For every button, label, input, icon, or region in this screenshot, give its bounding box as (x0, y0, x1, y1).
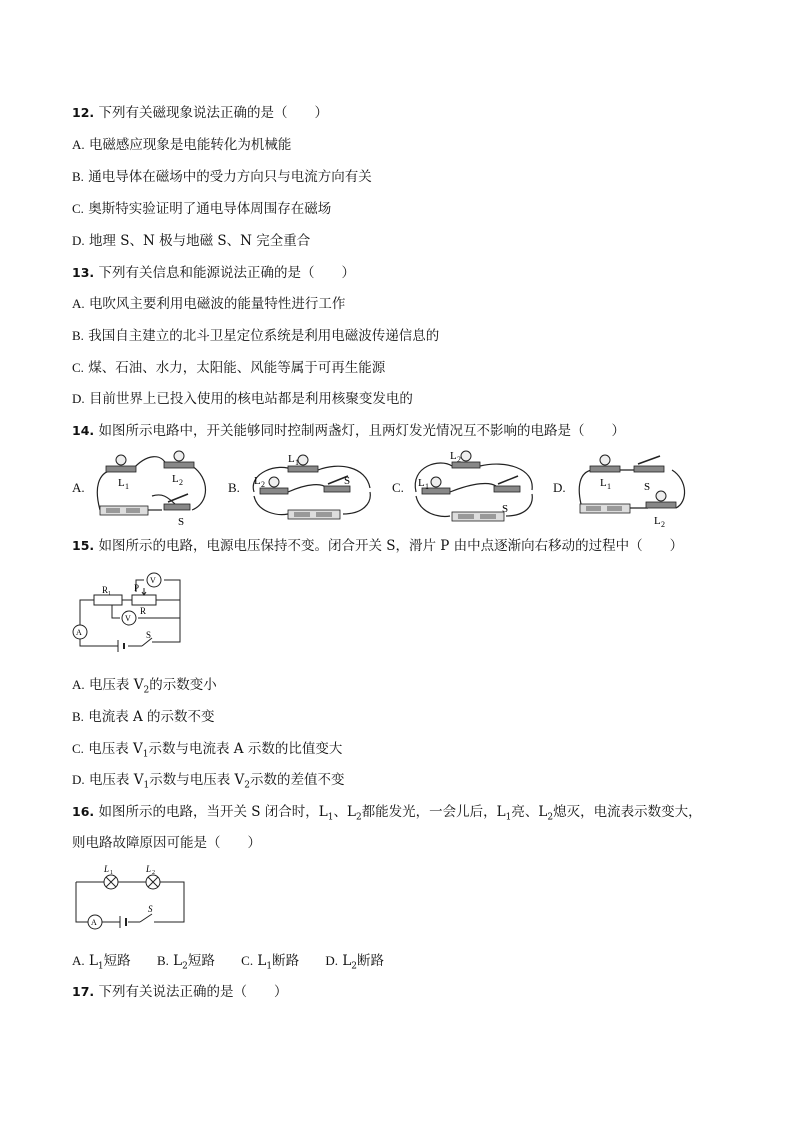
question-12-stem (72, 104, 328, 122)
option-text: 煤、石油、水力，太阳能、风能等属于可再生能源 (88, 360, 386, 376)
question-text: 下列有关说法正确的是（ ） (98, 984, 288, 1000)
option-letter: A. (72, 137, 85, 152)
option-text: 示数的差值不变 (250, 772, 345, 788)
label-l: L (172, 473, 179, 485)
subscript: 1 (327, 812, 334, 823)
option-d (72, 232, 310, 250)
label-sub: 1 (110, 870, 113, 876)
option-text: 断路 (357, 953, 385, 969)
label-v: V (150, 576, 156, 585)
subscript: 1 (142, 749, 149, 760)
option-letter: B. (72, 709, 84, 724)
circuit-figure-b (248, 448, 378, 528)
option-text: 奥斯特实验证明了通电导体周围存在磁场 (88, 201, 332, 217)
label-sub: 2 (261, 480, 265, 489)
option-text: L (257, 953, 267, 969)
option-b (72, 168, 372, 186)
option-c (72, 740, 342, 764)
option-text: 示数与电流表 A 示数的比值变大 (148, 741, 343, 757)
question-16-stem-cont (72, 834, 261, 852)
option-letter: C. (72, 741, 84, 756)
subscript: 2 (182, 961, 188, 972)
figure-a-letter: A. (72, 480, 85, 495)
option-c (241, 953, 300, 972)
option-text: 电吹风主要利用电磁波的能量特性进行工作 (88, 296, 346, 312)
label-sub: 1 (607, 482, 611, 491)
circuit-q16 (72, 862, 188, 940)
option-c (72, 200, 331, 218)
question-15-stem (72, 537, 683, 555)
label-l: L (146, 864, 152, 874)
subscript: 1 (505, 812, 512, 823)
circuit-figure-d (572, 446, 692, 530)
option-letter: A. (72, 953, 85, 968)
option-b (72, 708, 215, 726)
label-sub: 2 (152, 870, 155, 876)
question-text: 下列有关磁现象说法正确的是（ ） (98, 105, 328, 121)
label-r1: R (102, 585, 109, 595)
label-s: S (148, 904, 153, 914)
figure-c-letter: C. (392, 480, 404, 495)
option-letter: B. (72, 328, 84, 343)
label-s: S (644, 481, 651, 493)
label-p: P (134, 583, 140, 593)
option-letter: B. (72, 169, 84, 184)
question-number: 13. (72, 265, 95, 280)
option-text: 短路 (103, 953, 131, 969)
option-b (156, 953, 215, 972)
option-a (72, 136, 291, 154)
question-text: 熄灭，电流表示数变大， (553, 804, 702, 820)
question-text: 都能发光，一会儿后，L (361, 804, 506, 820)
option-text: 示数与电压表 V (149, 772, 245, 788)
label-v: V (125, 614, 131, 623)
option-letter: C. (241, 953, 254, 968)
question-text: 亮、L (511, 804, 548, 820)
subscript: 2 (143, 685, 150, 696)
option-letter: B. (156, 953, 169, 968)
subscript: 2 (351, 961, 358, 972)
option-text: L (88, 953, 98, 969)
option-letter: A. (72, 296, 85, 311)
subscript: 1 (143, 780, 150, 791)
subscript: 1 (266, 961, 273, 972)
option-text: 的示数变小 (149, 677, 217, 693)
option-text: 通电导体在磁场中的受力方向只与电流方向有关 (88, 169, 372, 185)
option-d (325, 953, 385, 972)
label-l: L (418, 477, 425, 489)
option-text: L (173, 953, 183, 969)
option-text: 地理 S、N 极与地磁 S、N 完全重合 (88, 233, 311, 249)
label-sub: 1 (125, 482, 129, 491)
option-text: 短路 (187, 953, 215, 969)
option-text: L (342, 953, 352, 969)
option-d (72, 771, 345, 795)
label-sub: 2 (661, 520, 665, 529)
circuit-q15 (72, 566, 192, 664)
label-a: A (76, 628, 82, 637)
option-letter: D. (72, 233, 85, 248)
label-l: L (288, 453, 295, 465)
option-a (72, 676, 217, 700)
circuit-figure-a (92, 448, 212, 528)
option-letter: D. (72, 772, 85, 787)
question-17-stem (72, 983, 287, 1001)
option-a (72, 295, 345, 313)
question-number: 15. (72, 538, 95, 553)
question-text: 下列有关信息和能源说法正确的是（ ） (98, 265, 355, 281)
option-b (72, 327, 439, 345)
option-text: 电磁感应现象是电能转化为机械能 (88, 137, 292, 153)
figure-b-letter: B. (228, 480, 240, 495)
option-letter: C. (72, 201, 84, 216)
label-s: S (502, 503, 509, 515)
circuit-figure-c (410, 446, 540, 528)
label-r: R (140, 606, 147, 616)
option-text: 目前世界上已投入使用的核电站都是利用核聚变发电的 (88, 391, 413, 407)
question-16-options (72, 952, 406, 976)
option-letter: D. (72, 391, 85, 406)
question-14-stem (72, 422, 625, 440)
question-text: 则电路故障原因可能是（ ） (72, 835, 261, 851)
label-sub: 1 (295, 458, 299, 467)
subscript: 2 (244, 780, 250, 791)
option-a (72, 953, 131, 972)
label-s: S (178, 516, 185, 528)
question-text: 如图所示的电路，电源电压保持不变。闭合开关 S，滑片 P 由中点逐渐向右移动的过程中（ ） (98, 538, 684, 554)
option-c (72, 359, 385, 377)
question-text: 如图所示电路中，开关能够同时控制两盏灯，且两灯发光情况互不影响的电路是（ ） (98, 423, 625, 439)
option-letter: D. (325, 953, 339, 968)
question-number: 14. (72, 423, 95, 438)
option-letter: C. (72, 360, 84, 375)
figure-d-letter: D. (553, 480, 566, 495)
question-16-stem (72, 803, 702, 827)
subscript: 2 (547, 812, 554, 823)
label-l: L (450, 450, 457, 462)
option-text: 我国自主建立的北斗卫星定位系统是利用电磁波传递信息的 (88, 328, 440, 344)
option-text: 断路 (272, 953, 300, 969)
question-13-stem (72, 264, 355, 282)
question-number: 16. (72, 804, 95, 819)
label-sub: 1 (108, 591, 111, 597)
question-text: 、L (333, 804, 356, 820)
label-l: L (104, 864, 110, 874)
subscript: 2 (355, 812, 362, 823)
option-text: 电流表 A 的示数不变 (88, 709, 215, 725)
label-a: A (91, 918, 97, 927)
question-number: 12. (72, 105, 95, 120)
label-s: S (146, 630, 152, 640)
option-d (72, 390, 413, 408)
option-text: 电压表 V (88, 677, 144, 693)
label-l: L (600, 477, 607, 489)
option-letter: A. (72, 677, 85, 692)
label-sub: 2 (179, 478, 183, 487)
question-number: 17. (72, 984, 95, 999)
question-text: 如图所示的电路，当开关 S 闭合时，L (98, 804, 328, 820)
option-text: 电压表 V (88, 741, 143, 757)
subscript: 1 (97, 961, 104, 972)
label-l: L (654, 515, 661, 527)
label-sub: 1 (425, 482, 429, 491)
label-l: L (118, 477, 125, 489)
option-text: 电压表 V (88, 772, 144, 788)
label-sub: 2 (457, 455, 461, 464)
label-l: L (254, 475, 261, 487)
label-s: S (344, 475, 351, 487)
